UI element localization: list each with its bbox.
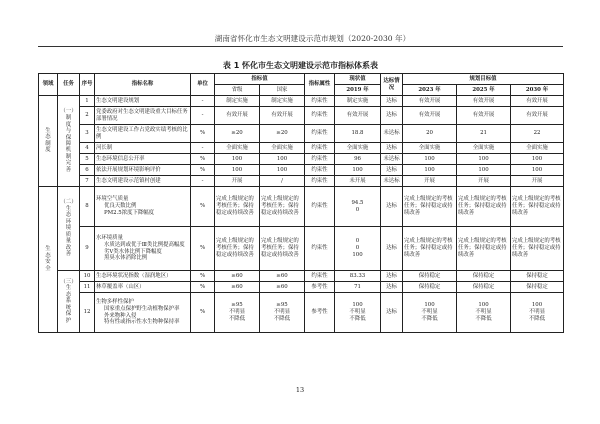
col-target-2023: 2023 年 [403,85,457,96]
task-3: （三） 生态系统保护 [58,271,80,333]
table-row: 2 党委政府对生态文明建设重大目标任务部署情况 - 有效开展 有效开展 约束性 有效开展 达标 有效开展 有效开展 有效开展 [39,107,564,125]
col-field: 领域 [39,74,58,96]
col-seq: 序号 [80,74,95,96]
table-row: （三） 生态系统保护 10 生态环境状况指数（湿润地区） % ≥60 ≥60 约束性 83.33 达标 保持稳定 保持稳定 保持稳定 [39,271,564,282]
table-row: 生态安全 （二） 生态环境质量改善 8 环境空气质量 优良天数比例 PM2.5浓度下降幅度 % 完成上级规定的考核任务；保持稳定或持续改善 完成上级规定的考核任务；保持稳定或持续改善 约束性 94.5 0 达标 完成上级规定的考核任务；保持稳定或持续改善 完成上级规定的考核任务；保持稳定或持续改善 完成上级规定的考核任务；保持稳定或持续改善 [39,187,564,227]
col-attribute: 指标属性 [305,74,335,96]
col-indicator: 指标名称 [95,74,191,96]
col-current: 现状值 [335,74,381,85]
table-row: 5 生态环境信息公开率 % 100 100 约束性 96 未达标 100 100 100 [39,154,564,165]
table-row: 生态制度 （一） 制度与保障机制完善 1 生态文明建设规划 - 制定实施 制定实施 约束性 制定实施 达标 有效开展 有效开展 有效开展 [39,96,564,107]
col-task: 任务 [58,74,80,96]
indicator-table [38,73,564,333]
table-row: 11 林草覆盖率（山区） % ≥60 ≥60 参考性 71 达标 保持稳定 保持稳定 保持稳定 [39,282,564,293]
table-caption: 表 1 怀化市生态文明建设示范市指标体系表 [222,61,379,70]
col-target-2025: 2025 年 [457,85,511,96]
table-row: 7 生态文明建设示范镇村创建 - 开展 / 约束性 未开展 未达标 开展 开展 开展 [39,176,564,187]
page-number: 13 [295,386,305,394]
col-target-2030: 2030 年 [511,85,564,96]
task-2: （二） 生态环境质量改善 [58,187,80,271]
table-row: 9 水环境质量 水质达到或优于Ⅲ类比例提高幅度 劣Ⅴ类水体比例下降幅度 黑臭水体消除比例 % 完成上级规定的考核任务；保持稳定或持续改善 完成上级规定的考核任务；保持稳定或持续改善 约束性 0 0 100 达标 完成上级规定的考核任务；保持稳定或持续改善 完成上级规定的考核任务；保持稳定或持续改善 完成上级规定的考核任务；保持稳定或持续改善 [39,227,564,271]
header-row [39,74,564,85]
col-standard-nation: 国家 [260,85,305,96]
col-unit: 单位 [191,74,215,96]
table-row: 3 生态文明建设工作占党政实绩考核的比例 % ≥20 ≥20 约束性 18.8 未达标 20 21 22 [39,125,564,143]
table-row: 4 河长制 - 全面实施 全面实施 约束性 全面实施 达标 全面实施 全面实施 全面实施 [39,143,564,154]
running-header: 湖南省怀化市生态文明建设示范市规划（2020-2030 年） [214,34,411,43]
table-row: 6 依法开展规划环境影响评价 % 100 100 约束性 100 达标 100 100 100 [39,165,564,176]
task-1: （一） 制度与保障机制完善 [58,96,80,187]
col-target: 规划目标值 [403,74,564,85]
col-status: 达标情况 [381,74,403,96]
field-ecological-security: 生态安全 [39,187,58,333]
col-standard: 指标值 [215,74,305,85]
field-ecological-system: 生态制度 [39,96,58,187]
table-row: 12 生物多样性保护 国家重点保护野生动植物保护率 外来物种入侵 特有性或指示性水生物种保持率 % ≥95 不明显 不降低 ≥95 不明显 不降低 参考性 100 不明显 不降低 达标 100 不明显 不降低 100 不明显 不降低 100 不明显 不降低 [39,293,564,333]
header-rule [38,46,563,47]
col-current-year: 2019 年 [335,85,381,96]
col-standard-province: 省级 [215,85,260,96]
